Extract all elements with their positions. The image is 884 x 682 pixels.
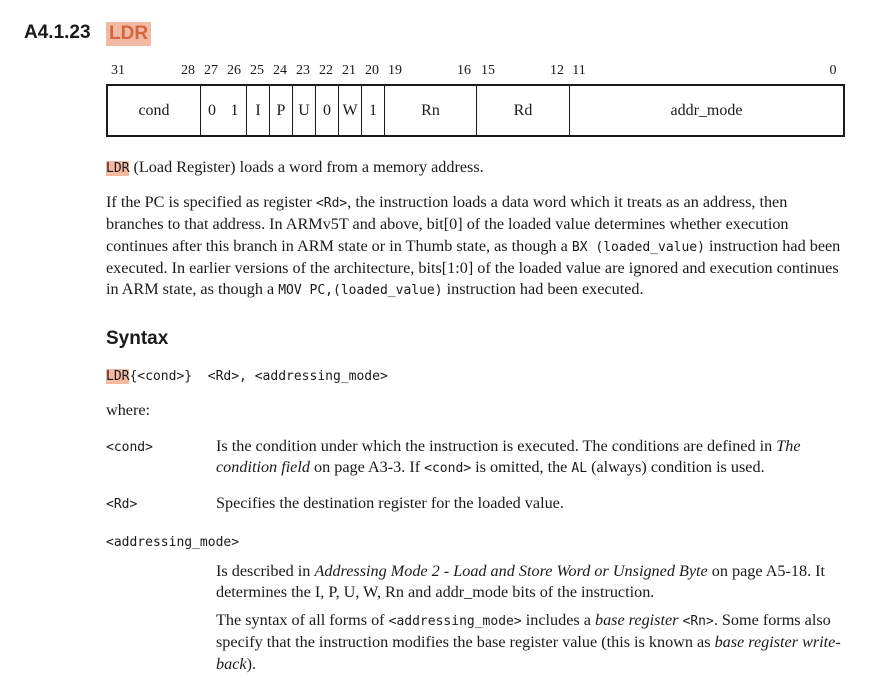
text: (always) condition is used. xyxy=(587,458,765,477)
text: Is described in xyxy=(216,562,315,580)
bit-number: 25 xyxy=(250,63,264,78)
text: ). xyxy=(246,654,256,673)
bit-number: 24 xyxy=(273,63,287,78)
bit-number: 0 xyxy=(829,63,837,78)
bit-number: 22 xyxy=(319,63,333,78)
bit-number: 20 xyxy=(365,63,379,78)
bit-number: 16 xyxy=(457,63,471,78)
text: instruction had been executed. xyxy=(442,280,644,299)
bit-number: 19 xyxy=(388,63,402,78)
field-cond: cond xyxy=(138,101,170,119)
bit-number: 26 xyxy=(227,63,241,78)
section-title: LDR xyxy=(106,22,151,46)
field-bit-20: 1 xyxy=(361,86,384,135)
syntax-heading: Syntax xyxy=(106,328,169,349)
param-desc-addressing-mode xyxy=(216,561,846,604)
param-term-cond: <cond> xyxy=(106,440,153,455)
bit-number: 21 xyxy=(342,63,356,78)
bit-number: 11 xyxy=(572,63,586,78)
cross-reference: The condition field xyxy=(216,437,801,477)
bit-number: 28 xyxy=(181,63,195,78)
term-write-back: base register write-back xyxy=(216,633,841,673)
text: on page A5-18. It determines the I, P, U, W, Rn and addr_mode bits of the instruction. xyxy=(216,562,826,602)
text: Is the condition under which the instruction is executed. The conditions are defined in xyxy=(216,437,777,455)
code-mov: MOV PC,(loaded_value) xyxy=(278,283,443,299)
field-w: W xyxy=(338,86,361,135)
where-label: where: xyxy=(106,401,151,419)
syntax-line xyxy=(106,369,388,384)
syntax-mnemonic: LDR xyxy=(106,369,130,384)
field-bit-27: 0 xyxy=(200,86,223,135)
code-rd: <Rd> xyxy=(315,196,348,211)
field-addr-mode: addr_mode xyxy=(569,86,843,135)
bit-number: 27 xyxy=(204,63,218,78)
param-term-rd: <Rd> xyxy=(106,497,138,512)
bit-number: 31 xyxy=(111,63,125,78)
code-cond: <cond> xyxy=(424,461,472,477)
param-desc-addressing-mode-syntax xyxy=(216,610,846,675)
instruction-encoding-diagram xyxy=(106,84,845,137)
intro-paragraph xyxy=(106,157,846,179)
syntax-operands: {<cond>} <Rd>, <addressing_mode> xyxy=(129,369,388,384)
field-i: I xyxy=(246,86,269,135)
code-rn: <Rn> xyxy=(682,614,714,629)
bit-number: 15 xyxy=(481,63,495,78)
section-number: A4.1.23 xyxy=(24,22,91,43)
field-u: U xyxy=(292,86,315,135)
param-desc-cond xyxy=(216,436,846,480)
code-bx: BX (loaded_value) xyxy=(571,239,705,255)
text: includes a xyxy=(521,611,595,629)
pc-behavior-paragraph xyxy=(106,192,846,301)
field-bit-26: 1 xyxy=(230,101,239,119)
field-bit-22: 0 xyxy=(315,86,338,135)
text: on page A3-3. If xyxy=(309,458,425,477)
inline-mnemonic: LDR xyxy=(106,161,130,176)
text: , the instruction loads a data word which it treats as an address, then branches to that address. In ARMv5T and above, bit[0] of the loaded value determines whether execution continues after this branch in ARM state or in Thumb state, as though a xyxy=(106,193,789,255)
text: instruction had been executed. In earlier versions of the architecture, bits[1:0] of the loaded value are ignored and execution continues in ARM state, as though a xyxy=(106,236,841,299)
text: The syntax of all forms of xyxy=(216,611,389,629)
text: If the PC is specified as register xyxy=(106,193,316,211)
param-term-addressing-mode: <addressing_mode> xyxy=(106,535,240,550)
text: is omitted, the xyxy=(471,458,572,477)
code-addressing-mode: <addressing_mode> xyxy=(388,614,522,629)
term-base-register: base register xyxy=(594,611,679,629)
text: . Some forms also specify that the instruction modifies the base register value (this is known as xyxy=(216,611,831,652)
bit-number: 12 xyxy=(550,63,564,78)
cross-reference: Addressing Mode 2 - Load and Store Word or Unsigned Byte xyxy=(314,562,708,580)
param-desc-rd: Specifies the destination register for the loaded value. xyxy=(216,494,564,512)
bit-number: 23 xyxy=(296,63,310,78)
field-p: P xyxy=(269,86,292,135)
intro-text: (Load Register) loads a word from a memory address. xyxy=(129,158,484,176)
field-rd: Rd xyxy=(476,86,569,135)
code-al: AL xyxy=(571,461,588,477)
field-rn: Rn xyxy=(384,86,476,135)
